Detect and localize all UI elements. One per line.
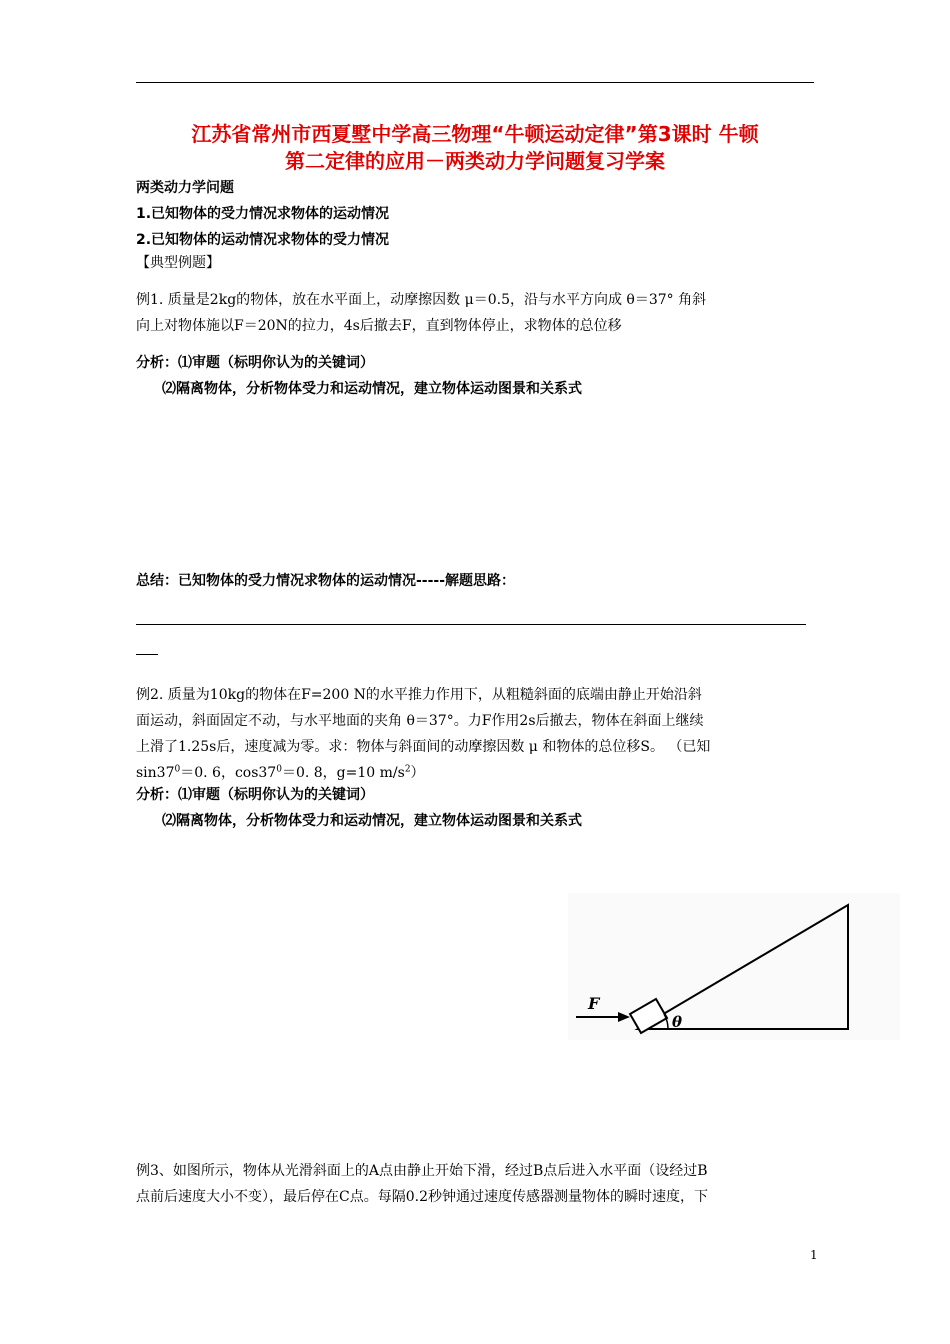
page-title	[136, 121, 814, 175]
header-rule	[136, 82, 814, 83]
angle-label: θ	[672, 1013, 683, 1031]
incline-figure	[568, 893, 900, 1040]
example-1-line-2: 向上对物体施以F＝20N的拉力，4s后撤去F，直到物体停止，求物体的总位移	[136, 318, 622, 334]
example-2-analysis-1: 分析：⑴审题（标明你认为的关键词）	[136, 787, 374, 803]
degree-sup-2: 0	[276, 764, 282, 775]
example-3-line-1: 例3、如图所示，物体从光滑斜面上的A点由静止开始下滑，经过B点后进入水平面（设经过B	[136, 1163, 708, 1179]
example-2-line-4	[136, 760, 816, 786]
intro-heading: 两类动力学问题	[136, 180, 234, 196]
example-1	[136, 287, 816, 339]
answer-line-end	[136, 654, 158, 655]
intro-item-1: 1.已知物体的受力情况求物体的运动情况	[136, 206, 390, 222]
example-3	[136, 1158, 816, 1210]
example-2-line-3: 上滑了1.25s后，速度减为零。求：物体与斜面间的动摩擦因数 μ 和物体的总位移S。 （已知	[136, 739, 711, 755]
close-paren: ）	[410, 765, 425, 781]
example-1-line-1: 例1. 质量是2kg的物体，放在水平面上，动摩擦因数 μ＝0.5，沿与水平方向成 θ＝37° 角斜	[136, 292, 707, 308]
square-sup: 2	[404, 764, 411, 775]
sin-text: sin37	[136, 765, 175, 781]
answer-line	[136, 624, 806, 625]
degree-sup-1: 0	[174, 764, 181, 775]
example-2	[136, 682, 816, 786]
example-2-line-1: 例2. 质量为10kg的物体在F=200 N的水平推力作用下，从粗糙斜面的底端由静止开始沿斜	[136, 687, 702, 703]
intro-item-2: 2.已知物体的运动情况求物体的受力情况	[136, 232, 390, 248]
example-3-line-2: 点前后速度大小不变），最后停在C点。每隔0.2秒钟通过速度传感器测量物体的瞬时速度，下	[136, 1189, 708, 1205]
example-2-analysis-2: ⑵隔离物体，分析物体受力和运动情况，建立物体运动图景和关系式	[162, 813, 582, 829]
title-line-2: 第二定律的应用－两类动力学问题复习学案	[285, 149, 665, 173]
cos-text: ＝0. 6，cos37	[180, 765, 277, 781]
g-text: ＝0. 8，g=10 m/s	[281, 765, 405, 781]
title-line-1: 江苏省常州市西夏墅中学高三物理“牛顿运动定律”第3课时 牛顿	[191, 122, 759, 146]
force-label: F	[588, 994, 600, 1013]
example-1-analysis-1: 分析：⑴审题（标明你认为的关键词）	[136, 355, 374, 371]
example-2-line-2: 面运动，斜面固定不动，与水平地面的夹角 θ＝37°。力F作用2s后撤去，物体在斜面上继续	[136, 713, 704, 729]
example-1-analysis-2: ⑵隔离物体，分析物体受力和运动情况，建立物体运动图景和关系式	[162, 381, 582, 397]
summary-text: 总结：已知物体的受力情况求物体的运动情况-----解题思路：	[136, 573, 516, 589]
section-typical-examples: 【典型例题】	[136, 255, 220, 271]
page-number: 1	[810, 1248, 818, 1262]
